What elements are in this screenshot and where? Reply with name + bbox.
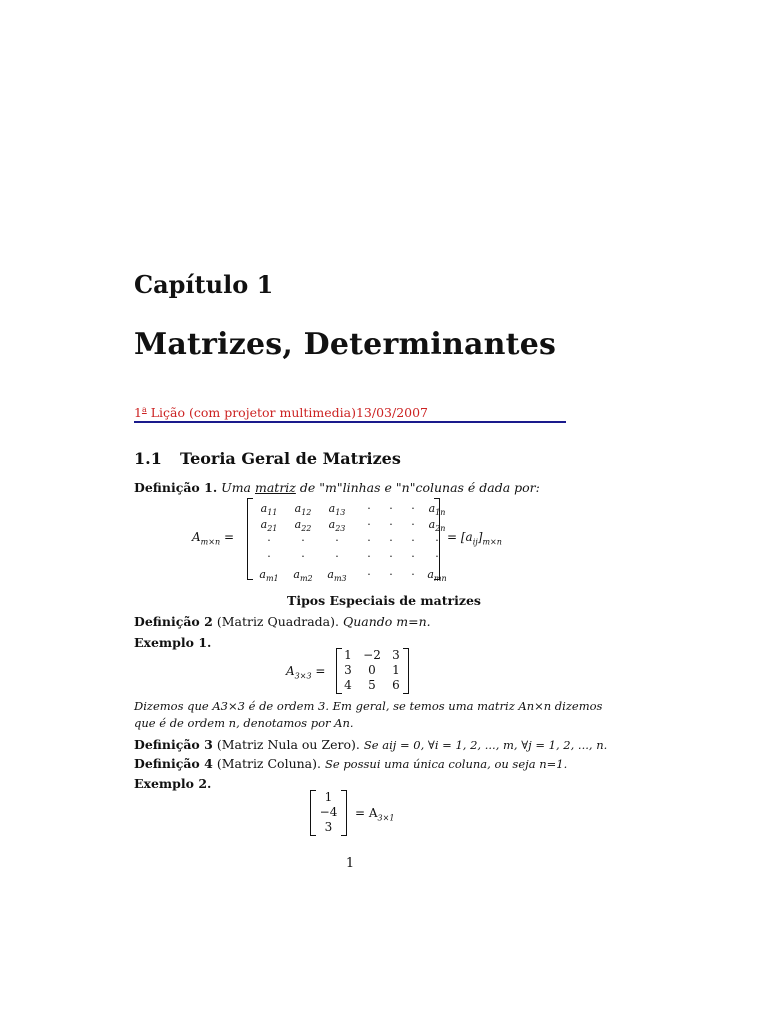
general-matrix-cell: · — [389, 518, 393, 531]
general-matrix-lhs: $A_{m\times n}$ = — [192, 530, 234, 547]
def4-label: Definição 4 — [134, 756, 213, 771]
example-1-cell: 3 — [392, 648, 400, 662]
general-matrix-cell: · — [411, 534, 415, 547]
general-matrix-cell: · — [411, 518, 415, 531]
gm-rhs-close: ] — [477, 530, 483, 544]
general-matrix-cell: $a_{m2}$ — [293, 568, 313, 584]
general-matrix-cell: · — [411, 568, 415, 581]
example-1-cell: 1 — [392, 663, 400, 677]
chapter-label: Capítulo 1 — [134, 270, 274, 299]
general-matrix-rhs — [447, 530, 502, 546]
general-matrix-cell: $a_{23}$ — [328, 518, 346, 534]
definition-3 — [134, 737, 607, 752]
example-1-cell: 6 — [392, 678, 400, 692]
example-1-cell: 0 — [368, 663, 376, 677]
general-matrix-cell: · — [301, 550, 305, 563]
def3-label: Definição 3 — [134, 737, 213, 752]
section-title: Teoria Geral de Matrizes — [180, 449, 401, 468]
general-matrix-cell: · — [435, 534, 439, 547]
example-2-cell: −4 — [319, 805, 338, 819]
example-1-cell: 1 — [344, 648, 352, 662]
general-matrix-cell: · — [411, 502, 415, 515]
def2-text: Quando m=n. — [342, 614, 431, 629]
general-matrix-cell: $a_{mn}$ — [427, 568, 447, 584]
general-matrix-cell: · — [267, 534, 271, 547]
paragraph-line-2: que é de ordem n, denotamos por An. — [134, 716, 354, 730]
example-1-cell: 3 — [344, 663, 352, 677]
def1-underlined: matriz — [254, 480, 296, 495]
def1-pre: Uma — [221, 480, 251, 495]
gm-rhs: = [a — [447, 530, 473, 544]
gm-rhs-sub-inner: ij — [472, 537, 478, 547]
example-1-label: Exemplo 1. — [134, 635, 212, 650]
general-matrix-cell: $a_{2n}$ — [428, 518, 446, 534]
definition-2 — [134, 614, 431, 629]
ex1-lhs-base: A — [286, 664, 295, 678]
example-2-label: Exemplo 2. — [134, 776, 212, 791]
general-matrix-cell: $a_{13}$ — [328, 502, 346, 518]
gm-lhs-base: A — [192, 530, 201, 544]
ex2-rhs-base: = A — [355, 806, 378, 820]
example-2-cell: 1 — [324, 790, 333, 804]
special-types-heading: Tipos Especiais de matrizes — [287, 593, 481, 608]
general-matrix-cell: · — [367, 568, 371, 581]
example-1-cell: 5 — [368, 678, 376, 692]
lesson-ordinal-sup: a — [141, 405, 147, 414]
example-1-matrix — [336, 648, 409, 694]
ex1-lhs-sub: 3×3 — [294, 671, 312, 681]
bracket-left — [247, 498, 253, 580]
lesson-ordinal: 1 — [134, 405, 142, 421]
definition-4 — [134, 756, 567, 771]
gm-rhs-sub: m×n — [482, 537, 502, 547]
gm-lhs-sub: m×n — [200, 537, 221, 547]
general-matrix-cell: · — [389, 534, 393, 547]
def4-paren: (Matriz Coluna). — [216, 756, 321, 771]
section-number: 1.1 — [134, 449, 162, 468]
def3-paren: (Matriz Nula ou Zero). — [216, 737, 360, 752]
page-title: Matrizes, Determinantes — [134, 327, 557, 362]
general-matrix-cell: $a_{12}$ — [294, 502, 312, 518]
general-matrix-cell: $a_{21}$ — [260, 518, 278, 534]
lesson-text: Lição (com projetor multimedia)13/03/2007 — [146, 405, 429, 421]
example-2-matrix — [310, 790, 347, 836]
general-matrix-cell: $a_{22}$ — [294, 518, 312, 534]
ex1-lhs: $A_{3\times 3}$ = — [286, 664, 326, 681]
bracket-right — [341, 790, 347, 836]
general-matrix-cell: · — [367, 534, 371, 547]
general-matrix-cell: · — [367, 502, 371, 515]
general-matrix-cell: · — [389, 568, 393, 581]
general-matrix-cell: $a_{m1}$ — [259, 568, 279, 584]
lesson-line — [134, 405, 428, 420]
general-matrix-cell: · — [389, 502, 393, 515]
definition-1 — [134, 480, 540, 495]
lesson-rule — [134, 421, 566, 423]
section-heading — [134, 449, 401, 468]
general-matrix-cell: · — [389, 550, 393, 563]
general-matrix-cell: $a_{11}$ — [260, 502, 278, 518]
general-matrix-cell: · — [335, 550, 339, 563]
general-matrix-cell: · — [435, 550, 439, 563]
general-matrix-cell: · — [267, 550, 271, 563]
def1-post: de "m"linhas e "n"colunas é dada por: — [299, 480, 540, 495]
def3-text: Se aij = 0, ∀i = 1, 2, ..., m, ∀j = 1, 2, ..., n. — [363, 738, 608, 752]
general-matrix-cell: · — [335, 534, 339, 547]
example-1-cell: 4 — [344, 678, 352, 692]
paragraph-line-1: Dizemos que A3×3 é de ordem 3. Em geral, se temos uma matriz An×n dizemos — [134, 699, 603, 713]
general-matrix — [247, 498, 447, 584]
def1-label: Definição 1. — [134, 480, 218, 495]
general-matrix-cell: · — [367, 518, 371, 531]
ex2-rhs — [355, 806, 394, 822]
example-1-cell: −2 — [363, 648, 381, 662]
example-2-cell: 3 — [324, 820, 333, 834]
general-matrix-cell: $a_{1n}$ — [428, 502, 446, 518]
general-matrix-cell: · — [367, 550, 371, 563]
def2-label: Definição 2 — [134, 614, 213, 629]
def4-text: Se possui uma única coluna, ou seja n=1. — [324, 757, 568, 771]
general-matrix-cell: $a_{m3}$ — [327, 568, 347, 584]
page-number: 1 — [345, 856, 355, 871]
ex2-rhs-sub: 3×1 — [377, 813, 395, 823]
general-matrix-cell: · — [411, 550, 415, 563]
general-matrix-cell: · — [301, 534, 305, 547]
def2-paren: (Matriz Quadrada). — [216, 614, 339, 629]
